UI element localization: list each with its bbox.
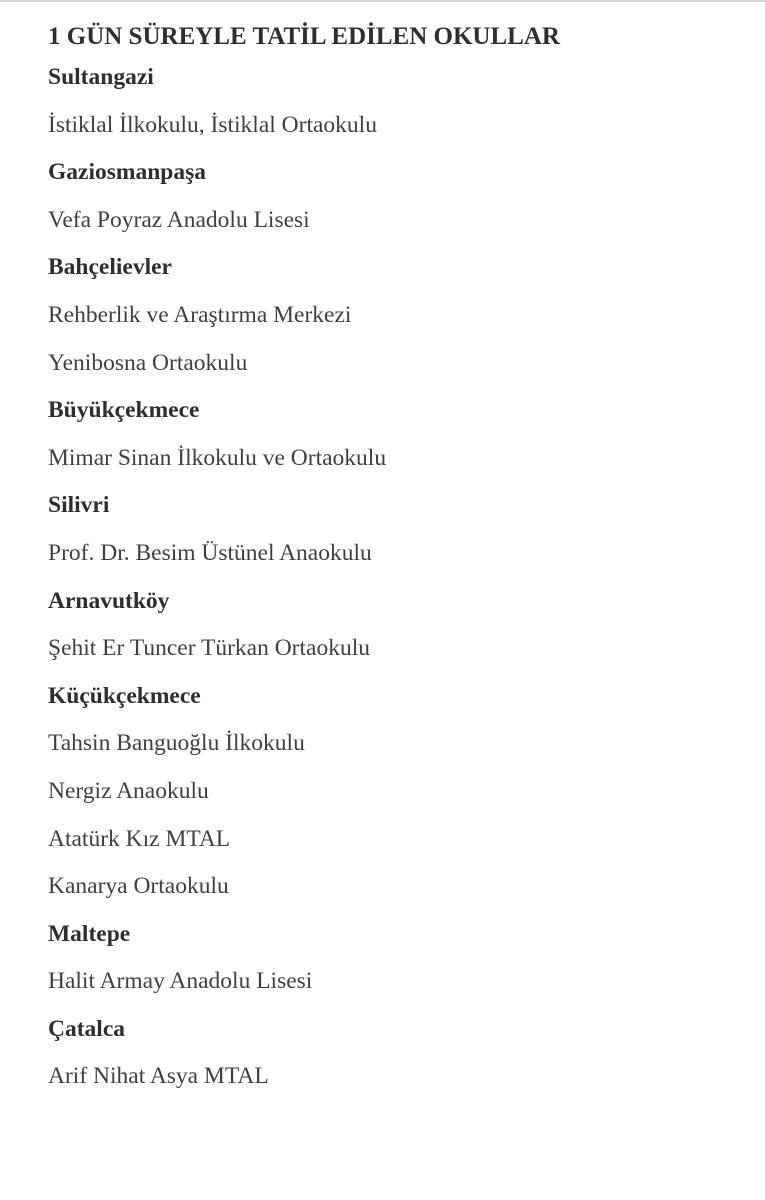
school-entry: Vefa Poyraz Anadolu Lisesi — [48, 206, 310, 233]
school-entry: Şehit Er Tuncer Türkan Ortaokulu — [48, 635, 371, 662]
district-heading: Maltepe — [48, 920, 131, 947]
school-entry: Kanarya Ortaokulu — [48, 873, 229, 900]
school-entry: Tahsin Banguoğlu İlkokulu — [48, 730, 305, 757]
document-title: 1 GÜN SÜREYLE TATİL EDİLEN OKULLAR — [48, 23, 560, 50]
school-entry: Arif Nihat Asya MTAL — [48, 1063, 269, 1090]
district-heading: Bahçelievler — [48, 254, 172, 281]
district-list — [48, 54, 748, 1101]
district-heading: Çatalca — [48, 1015, 126, 1042]
school-entry: Nergiz Anaokulu — [48, 777, 209, 804]
district-heading: Küçükçekmece — [48, 682, 201, 709]
school-entry: Rehberlik ve Araştırma Merkezi — [48, 301, 352, 328]
school-entry: Prof. Dr. Besim Üstünel Anaokulu — [48, 539, 372, 566]
document-body — [48, 20, 748, 1101]
school-entry: İstiklal İlkokulu, İstiklal Ortaokulu — [48, 111, 377, 138]
school-entry: Mimar Sinan İlkokulu ve Ortaokulu — [48, 444, 387, 471]
district-heading: Silivri — [48, 492, 110, 519]
school-entry: Yenibosna Ortaokulu — [48, 349, 248, 376]
district-heading: Gaziosmanpaşa — [48, 159, 206, 186]
district-heading: Arnavutköy — [48, 587, 170, 614]
school-entry: Atatürk Kız MTAL — [48, 825, 231, 852]
district-heading: Sultangazi — [48, 64, 154, 90]
school-entry: Halit Armay Anadolu Lisesi — [48, 968, 313, 995]
district-heading: Büyükçekmece — [48, 397, 200, 424]
top-divider — [0, 0, 765, 2]
